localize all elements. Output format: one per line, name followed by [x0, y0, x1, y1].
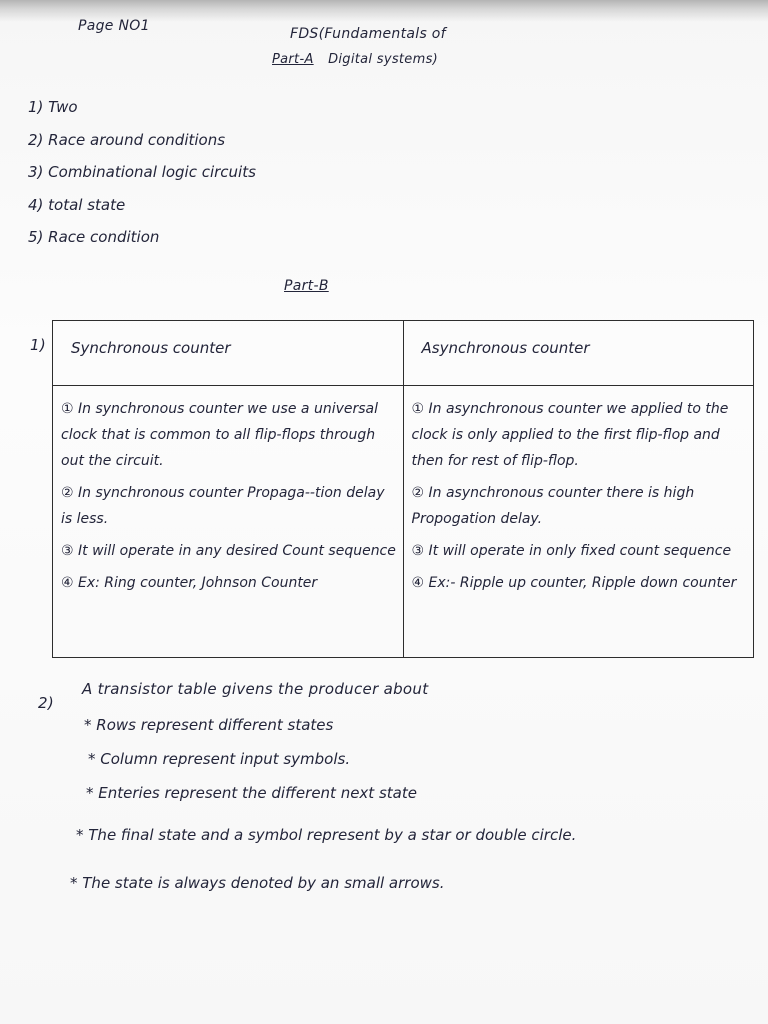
part-a-answers — [28, 98, 256, 261]
sync-point-4: ④ Ex: Ring counter, Johnson Counter — [61, 575, 318, 591]
sync-point-3: ③ It will operate in any desired Count sequence — [61, 543, 396, 559]
part-b-heading: Part-B — [284, 278, 329, 294]
question-2-lead: A transistor table givens the producer about — [82, 680, 429, 698]
q2-bullet: * Enteries represent the different next state — [86, 784, 417, 802]
question-2-number: 2) — [38, 694, 54, 712]
sync-point-2: ② In synchronous counter Propaga--tion delay is less. — [61, 485, 385, 527]
q2-bullet: * Rows represent different states — [84, 716, 334, 734]
part-a-answer: 4) total state — [28, 195, 126, 214]
subject-title-line1: FDS(Fundamentals of — [290, 26, 446, 42]
q2-bullet: * The state is always denoted by an small arrows. — [70, 874, 445, 892]
asynchronous-points — [403, 386, 754, 658]
question-1-number: 1) — [30, 336, 46, 354]
part-a-answer: 1) Two — [28, 98, 78, 116]
synchronous-header: Synchronous counter — [53, 321, 404, 386]
async-point-1: ① In asynchronous counter we applied to the clock is only applied to the first flip-flop and then for rest of flip-flop. — [411, 401, 729, 469]
async-point-2: ② In asynchronous counter there is high Propogation delay. — [411, 485, 695, 527]
table-row — [53, 386, 754, 658]
part-a-answer: 5) Race condition — [28, 228, 160, 246]
part-a-label: Part-A — [272, 52, 314, 67]
part-a-answer: 3) Combinational logic circuits — [28, 163, 256, 181]
q2-bullet: * The final state and a symbol represent by a star or double circle. — [76, 826, 577, 844]
async-point-4: ④ Ex:- Ripple up counter, Ripple down counter — [411, 575, 737, 591]
part-a-answer: 2) Race around conditions — [28, 130, 226, 149]
counter-comparison-table — [52, 320, 754, 658]
sync-point-1: ① In synchronous counter we use a universal clock that is common to all flip-flops through out the circuit. — [61, 401, 378, 469]
subject-title-line2-text: Digital systems) — [328, 52, 439, 67]
async-point-3: ③ It will operate in only fixed count sequence — [411, 543, 732, 559]
asynchronous-header: Asynchronous counter — [403, 321, 754, 386]
subject-title-line2 — [272, 52, 438, 67]
page-number: Page NO1 — [78, 18, 150, 34]
table-header-row — [53, 321, 754, 386]
q2-bullet: * Column represent input symbols. — [88, 750, 351, 768]
synchronous-points — [53, 386, 404, 658]
